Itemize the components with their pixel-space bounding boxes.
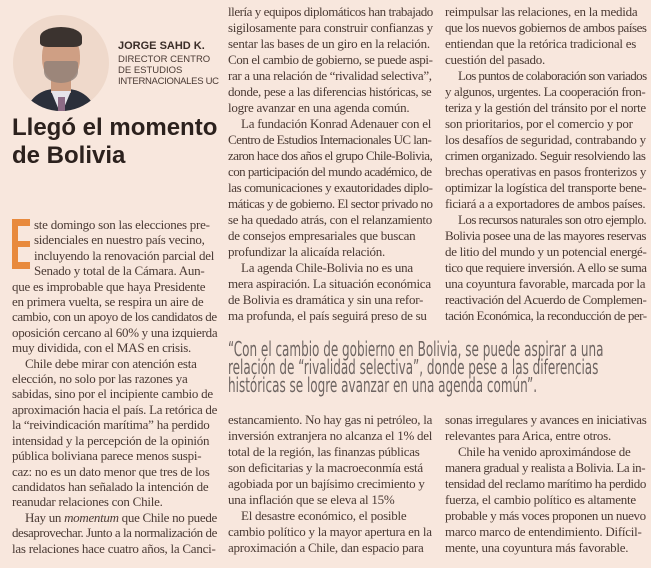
text-line bbox=[445, 260, 647, 276]
text-line bbox=[12, 525, 217, 540]
text-line-content: una coyuntura favorable, marcada por la bbox=[445, 276, 646, 291]
text-line bbox=[12, 232, 205, 247]
text-line bbox=[228, 276, 431, 292]
byline bbox=[118, 40, 222, 87]
text-line bbox=[445, 476, 646, 492]
text-line-content: candidatos han señalado la intención de bbox=[12, 478, 209, 494]
text-line-content: mente, una coyuntura más favorable. bbox=[445, 540, 629, 555]
text-line bbox=[445, 524, 642, 540]
text-line-content: crimen organizado. Seguir resolviendo las bbox=[445, 148, 646, 163]
article-column-1 bbox=[12, 217, 218, 556]
text-line bbox=[228, 132, 431, 148]
text-line bbox=[228, 428, 432, 444]
text-line bbox=[12, 263, 204, 278]
text-line bbox=[445, 276, 645, 292]
text-line-content: Los recursos naturales son otro ejemplo. bbox=[458, 212, 647, 227]
author-name: JORGE SAHD K. bbox=[118, 40, 205, 52]
text-line bbox=[228, 228, 415, 244]
text-line-content: aproximación hacia el país. La retórica de bbox=[12, 401, 218, 417]
text-line bbox=[12, 479, 208, 494]
text-line-content: reimpulsar las relaciones, en la medida bbox=[445, 4, 638, 19]
text-line bbox=[12, 433, 209, 448]
text-line bbox=[228, 4, 433, 20]
text-line bbox=[12, 294, 203, 309]
text-line-content: oposición cercano al 60% y una izquierda bbox=[12, 324, 218, 340]
text-line bbox=[228, 196, 433, 212]
text-line-content: llería y equipos diplomáticos han trabajado bbox=[228, 4, 433, 19]
headline bbox=[12, 114, 218, 170]
text-line-content: que Chile no puede bbox=[118, 509, 217, 525]
text-line-content: pública boliviana parece menos suspi- bbox=[12, 448, 202, 464]
text-line-content: ste domingo son las elecciones pre- bbox=[34, 217, 210, 232]
text-line-content: mera aspiración. La situación económica bbox=[228, 276, 431, 291]
pull-quote-line: relación de “rivalidad selectiva”, donde pese a las diferencias bbox=[228, 355, 599, 379]
text-line-content: la “reivindicación marítima” ha perdido bbox=[12, 417, 210, 433]
text-line-content: sabidas, sino por el incipiente cambio de bbox=[12, 386, 213, 402]
text-line bbox=[445, 68, 647, 84]
text-line-content: zaron hace dos años el grupo Chile-Bolivia, bbox=[228, 148, 433, 163]
text-line-content: rar a una relación de “rivalidad selectiva”, bbox=[228, 68, 432, 83]
text-line-content: La agenda Chile-Bolivia no es una bbox=[241, 260, 413, 275]
text-line bbox=[228, 444, 420, 460]
text-line-content: cuestión del pasado. bbox=[445, 52, 546, 67]
text-line bbox=[228, 540, 424, 556]
text-line bbox=[12, 541, 216, 556]
text-line bbox=[445, 164, 646, 180]
text-line-content: estancamiento. No hay gas ni petróleo, la bbox=[228, 412, 433, 427]
text-line bbox=[12, 494, 163, 509]
text-line bbox=[228, 100, 409, 116]
text-line bbox=[12, 510, 217, 525]
text-line-content: se ha quedado atrás, con el relanzamiento bbox=[228, 212, 432, 227]
text-line bbox=[12, 217, 210, 232]
text-line bbox=[445, 228, 646, 244]
text-line-content: cambio, con un apoyo de los candidatos de bbox=[12, 309, 217, 325]
text-line bbox=[445, 148, 645, 164]
text-line bbox=[12, 248, 214, 263]
text-line-content: las relaciones hace cuatro años, la Canci- bbox=[12, 540, 216, 556]
text-line-content: ficiará a a exportadores de ambos países. bbox=[445, 196, 646, 211]
text-line-content: intensidad y la percepción de la opinión bbox=[12, 432, 210, 448]
text-line bbox=[445, 36, 636, 52]
text-line-content: brechas operativas en pasos fronterizos y bbox=[445, 164, 647, 179]
text-line-content: logre avanzar en una agenda común. bbox=[228, 100, 410, 115]
text-line-content: que es improbable que haya Presidente bbox=[12, 278, 206, 294]
text-line bbox=[228, 148, 432, 164]
text-line-content: ma profunda, el país seguirá preso de su bbox=[228, 308, 427, 323]
text-line-content: teriza y la gestión del tránsito por el norte bbox=[445, 100, 646, 115]
text-line bbox=[445, 20, 647, 36]
text-line-content: son deficitarias y la macroeconmía está bbox=[228, 460, 423, 475]
text-line-content: tensidad del reclamo marítimo ha perdido bbox=[445, 476, 646, 491]
text-line bbox=[228, 260, 413, 276]
article-column-3 bbox=[445, 4, 647, 324]
text-line bbox=[445, 116, 633, 132]
text-line bbox=[228, 476, 425, 492]
text-line-content: caz: no es un dato menor que tres de los bbox=[12, 463, 210, 479]
text-line-content: relevantes para Arica, entre otros. bbox=[445, 428, 611, 443]
text-line bbox=[12, 386, 213, 401]
text-line-content: probable y más voces proponen un nuevo bbox=[445, 508, 646, 523]
text-line-content: sidenciales en nuestro país vecino, bbox=[34, 232, 205, 248]
author-role-line: INTERNACIONALES UC bbox=[118, 76, 219, 87]
text-line bbox=[228, 492, 394, 508]
text-line-content: de consejos empresariales que buscan bbox=[228, 228, 416, 243]
pull-quote bbox=[228, 337, 646, 397]
text-line bbox=[445, 292, 646, 308]
text-line bbox=[445, 84, 645, 100]
text-line bbox=[228, 308, 427, 324]
headline-line: Llegó el momento bbox=[12, 114, 218, 141]
text-line-content: tico que requiere inversión. A ello se suma bbox=[445, 260, 647, 275]
text-line-content: El desastre económico, el posible bbox=[241, 508, 407, 523]
pull-quote-line: “Con el cambio de gobierno en Bolivia, se puede aspirar a una bbox=[228, 337, 604, 361]
text-line-content: Centro de Estudios Internacionales UC lan- bbox=[228, 132, 432, 147]
text-line bbox=[445, 540, 628, 556]
text-line bbox=[228, 524, 432, 540]
text-line bbox=[228, 508, 406, 524]
text-line bbox=[445, 444, 631, 460]
text-line-content: reanudar relaciones con Chile. bbox=[12, 494, 163, 510]
text-line-content: reactivación del Acuerdo de Complemen- bbox=[445, 292, 647, 307]
text-line bbox=[445, 100, 646, 116]
author-role bbox=[118, 54, 222, 87]
text-line-content: los desafíos de seguridad, contrabando y bbox=[445, 132, 646, 147]
author-role-line: DIRECTOR CENTRO bbox=[118, 54, 211, 65]
text-line-content: total de la región, las finanzas públicas bbox=[228, 444, 420, 459]
text-line-content: desaprovechar. Junto a la normalización de bbox=[12, 525, 217, 541]
text-line-content: sigilosamente para construir confianzas y bbox=[228, 20, 433, 35]
text-line-content: las comunicaciones y exautoridades diplo- bbox=[228, 180, 433, 195]
text-line bbox=[445, 308, 647, 324]
text-line bbox=[12, 371, 187, 386]
text-line bbox=[12, 448, 201, 463]
text-line bbox=[12, 340, 191, 355]
text-line bbox=[445, 492, 636, 508]
text-line bbox=[12, 417, 209, 432]
text-line bbox=[445, 412, 646, 428]
text-line bbox=[445, 132, 646, 148]
text-line bbox=[228, 52, 433, 68]
text-line bbox=[228, 460, 423, 476]
author-photo bbox=[13, 15, 109, 111]
article-column-2 bbox=[228, 4, 433, 324]
text-line-content: agobiada por un bajísimo crecimiento y bbox=[228, 476, 425, 491]
text-line bbox=[228, 212, 432, 228]
text-line bbox=[445, 196, 645, 212]
text-line-content: Chile debe mirar con atención esta bbox=[25, 355, 197, 371]
text-line-content: marco marco de entendimiento. Difícil- bbox=[445, 524, 642, 539]
text-line bbox=[445, 428, 611, 444]
text-line bbox=[228, 36, 430, 52]
text-line-content: manera gradual y realista a Bolivia. La in- bbox=[445, 460, 646, 475]
text-line-content: de Bolivia es dramática y sin una refor- bbox=[228, 292, 424, 307]
text-line bbox=[445, 508, 646, 524]
text-line-content: Chile ha venido aproximándose de bbox=[458, 444, 631, 459]
text-line-content: incluyendo la renovación parcial del bbox=[34, 247, 215, 263]
text-line-content: fuerza, el cambio político es altamente bbox=[445, 492, 636, 507]
text-line bbox=[12, 402, 217, 417]
text-line-content: de litio del mundo y un potencial energé- bbox=[445, 244, 647, 259]
text-line-content: sonas irregulares y avances en iniciativas bbox=[445, 412, 647, 427]
text-line-content: Bolivia posee una de las mayores reservas bbox=[445, 228, 647, 243]
text-line-content: La fundación Konrad Adenauer con el bbox=[241, 116, 432, 131]
text-line-content: elección, no solo por las razones ya bbox=[12, 371, 188, 387]
text-line bbox=[445, 212, 646, 228]
headline-line: de Bolivia bbox=[12, 142, 126, 169]
author-role-line: DE ESTUDIOS bbox=[118, 65, 183, 76]
text-line-content: son prioritarios, por el comercio y por bbox=[445, 116, 633, 131]
text-line-content: inversión extranjera no alcanza el 1% del bbox=[228, 428, 433, 443]
text-line bbox=[228, 412, 432, 428]
text-line bbox=[228, 292, 423, 308]
italic-word: momentum bbox=[64, 509, 119, 525]
text-line bbox=[12, 356, 197, 371]
text-line-content: donde, pese a las diferencias históricas, se bbox=[228, 84, 432, 99]
text-line bbox=[445, 4, 637, 20]
text-line bbox=[12, 279, 205, 294]
text-line bbox=[228, 68, 432, 84]
text-line-content: una inflación que se eleva al 15% bbox=[228, 492, 395, 507]
pull-quote-line: históricas se logre avanzar en una agenda común”. bbox=[228, 373, 538, 397]
text-line bbox=[228, 180, 433, 196]
text-line-content: optimizar la logística del transporte bene- bbox=[445, 180, 647, 195]
text-line-content: Senado y total de la Cámara. Aun- bbox=[34, 263, 205, 279]
text-line bbox=[228, 84, 431, 100]
text-line bbox=[228, 164, 431, 180]
text-line bbox=[445, 460, 645, 476]
text-line bbox=[445, 52, 545, 68]
text-line bbox=[228, 116, 431, 132]
text-line bbox=[445, 244, 647, 260]
article-column-4 bbox=[228, 412, 433, 556]
text-line-content: tación Económica, la reconducción de per- bbox=[445, 308, 647, 323]
text-line-content: muy dividida, con el MAS en crisis. bbox=[12, 340, 192, 356]
text-line-content: en primera vuelta, se respira un aire de bbox=[12, 294, 204, 310]
text-line-content: sentar las bases de un giro en la relación. bbox=[228, 36, 430, 51]
text-line bbox=[228, 20, 433, 36]
text-line bbox=[445, 180, 646, 196]
text-line bbox=[12, 325, 217, 340]
text-line bbox=[12, 309, 217, 324]
text-line-content: Los puntos de colaboración son variados bbox=[458, 68, 647, 83]
text-line-content: Hay un bbox=[25, 509, 65, 525]
text-line-content: aproximación a Chile, dan espacio para bbox=[228, 540, 424, 555]
text-line-content: profundizar la alicaída relación. bbox=[228, 244, 386, 259]
text-line-content: con participación del mundo académico, de bbox=[228, 164, 432, 179]
text-line-content: que los nuevos gobiernos de ambos países bbox=[445, 20, 647, 35]
text-line-content: cambio político y la mayor apertura en la bbox=[228, 524, 432, 539]
text-line-content: máticas y de gobierno. El sector privado no bbox=[228, 196, 433, 211]
text-line-content: entiendan que la retórica tradicional es bbox=[445, 36, 637, 51]
text-line bbox=[228, 244, 385, 260]
text-line bbox=[12, 464, 210, 479]
text-line-content: Con el cambio de gobierno, se puede aspi- bbox=[228, 52, 433, 67]
text-line-content: y algunos, urgentes. La cooperación fron- bbox=[445, 84, 646, 99]
article-column-5 bbox=[445, 412, 647, 556]
